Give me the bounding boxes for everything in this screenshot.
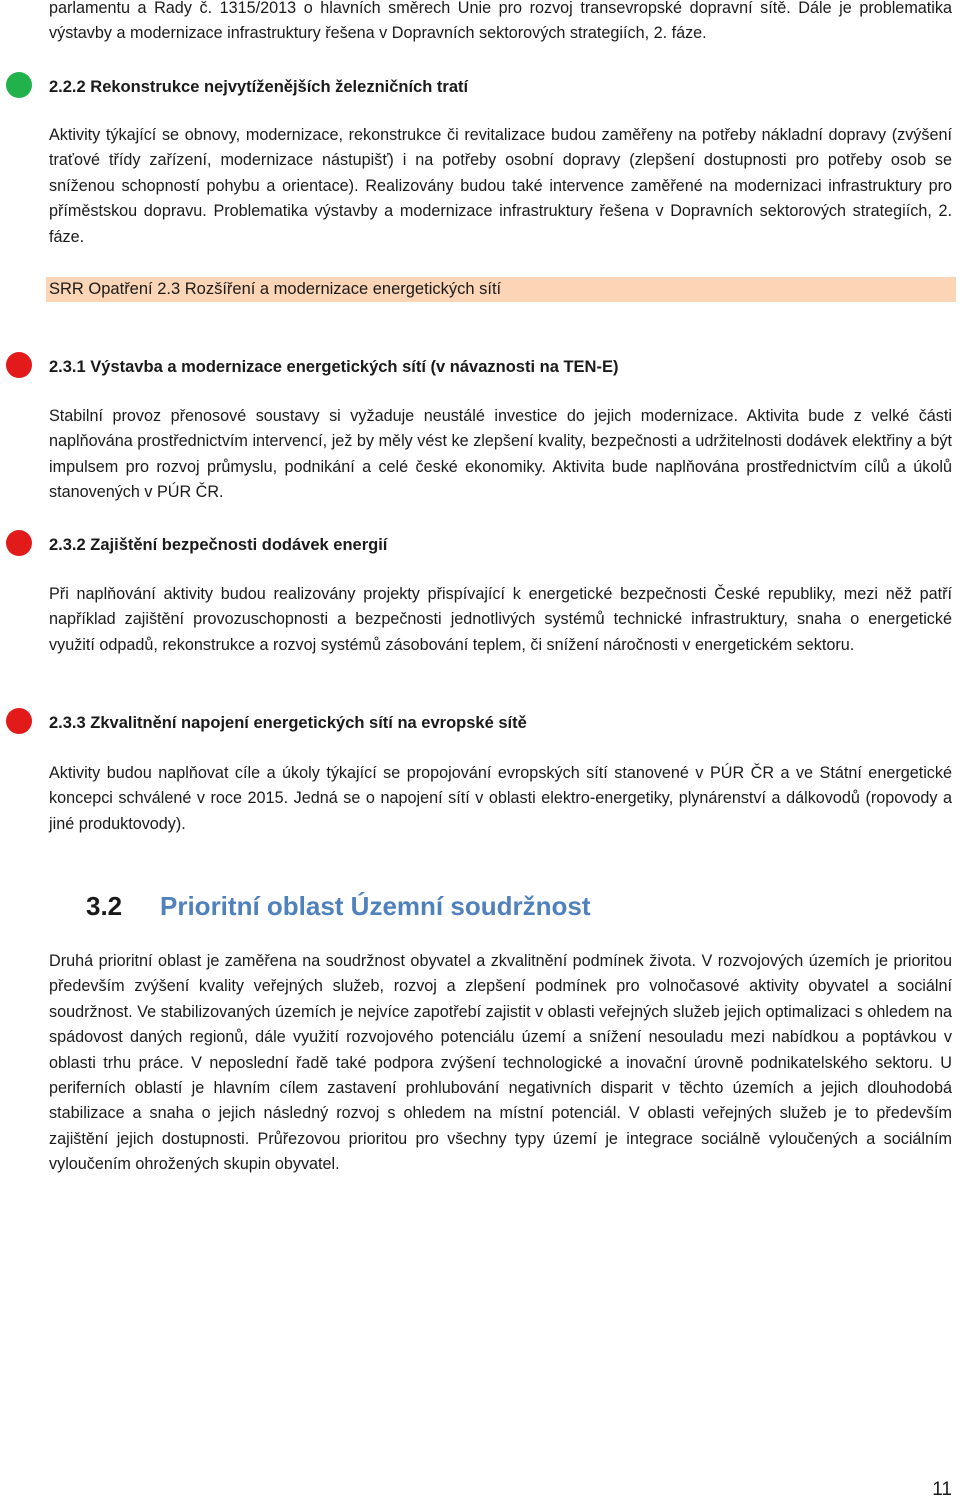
srr-measure-bar: SRR Opatření 2.3 Rozšíření a modernizace energetických sítí — [46, 277, 956, 302]
paragraph-2-3-1: Stabilní provoz přenosové soustavy si vyžaduje neustálé investice do jejich modernizace. Aktivita bude z velké části naplňována prostřednictvím intervencí, jež by měly vést ke zlepšení kvality, bezpečnosti a udržitelnosti dodávek elektřiny a být impulsem pro rozvoj průmyslu, podnikání a celé české ekonomiky. Aktivita bude naplňována prostřednictvím cílů a úkolů stanovených v PÚR ČR. — [49, 407, 952, 502]
intro-paragraph: parlamentu a Rady č. 1315/2013 o hlavních směrech Unie pro rozvoj transevropské dopravní sítě. Dále je problematika výstavby a modernizace infrastruktury řešena v Dopravních sektorových strategiích, 2. fáze. — [49, 0, 952, 43]
heading-2-3-1: 2.3.1 Výstavba a modernizace energetických sítí (v návaznosti na TEN-E) — [49, 358, 619, 376]
section-title: Prioritní oblast Územní soudržnost — [160, 891, 591, 921]
paragraph-2-3-3: Aktivity budou naplňovat cíle a úkoly týkající se propojování evropských sítí stanovené v PÚR ČR a ve Státní energetické koncepci schválené v roce 2015. Jedná se o napojení sítí v oblasti elektro-energetiky, plynárenství a dálkovodů (ropovody a jiné produktovody). — [49, 764, 952, 833]
paragraph-2-3-2: Při naplňování aktivity budou realizovány projekty přispívající k energetické bezpečnosti České republiky, mezi něž patří například zajištění provozuschopnosti a bezpečnosti jednotlivých systémů technické infrastruktury, snaha o energetické využití odpadů, rekonstrukce a rozvoj systémů zásobování teplem, či snížení náročnosti v energetickém sektoru. — [49, 585, 952, 654]
red-status-dot-icon — [6, 352, 32, 378]
paragraph-2-2-2: Aktivity týkající se obnovy, modernizace, rekonstrukce či revitalizace budou zaměřeny na potřeby nákladní dopravy (zvýšení traťové třídy zařízení, modernizace nástupišť) i na potřeby osobní dopravy (zlepšení dostupnosti pro potřeby osob se sníženou schopností pohybu a orientace). Realizovány budou také intervence zaměřené na modernizaci infrastruktury pro příměstskou dopravu. Problematika výstavby a modernizace infrastruktury řešena v Dopravních sektorových strategiích, 2. fáze. — [49, 126, 952, 246]
section-number: 3.2 — [86, 891, 123, 921]
heading-2-3-3: 2.3.3 Zkvalitnění napojení energetických sítí na evropské sítě — [49, 714, 527, 732]
heading-2-2-2: 2.2.2 Rekonstrukce nejvytíženějších železničních tratí — [49, 78, 469, 96]
heading-2-3-2: 2.3.2 Zajištění bezpečnosti dodávek energií — [49, 536, 388, 554]
page-number: 11 — [932, 1479, 952, 1500]
section-heading-3-2 — [86, 888, 590, 924]
green-status-dot-icon — [6, 72, 32, 98]
red-status-dot-icon — [6, 530, 32, 556]
paragraph-3-2: Druhá prioritní oblast je zaměřena na soudržnost obyvatel a zkvalitnění podmínek života. V rozvojových územích je prioritou především zvýšení kvality veřejných služeb, rozvoj a zlepšení podmínek pro volnočasové aktivity obyvatel a sociální soudržnost. Ve stabilizovaných územích je nejvíce zapotřebí zajistit v oblasti veřejných služeb jejich optimalizaci s ohledem na spádovost daných regionů, dále využití rozvojového potenciálu území a snížení nesouladu mezi nabídkou a poptávkou v oblasti trhu práce. V neposlední řadě také podpora zvýšení technologické a inovační úrovně podnikatelského sektoru. U periferních oblastí je hlavním cílem zastavení prohlubování negativních disparit v těchto územích a jejich dlouhodobá stabilizace a snaha o jejich následný rozvoj s ohledem na místní potenciál. V oblasti veřejných služeb je to především zajištění jejich dostupnosti. Průřezovou prioritou pro všechny typy území je integrace sociálně vyloučených a sociálním vyloučením ohrožených skupin obyvatel. — [49, 952, 952, 1174]
red-status-dot-icon — [6, 708, 32, 734]
